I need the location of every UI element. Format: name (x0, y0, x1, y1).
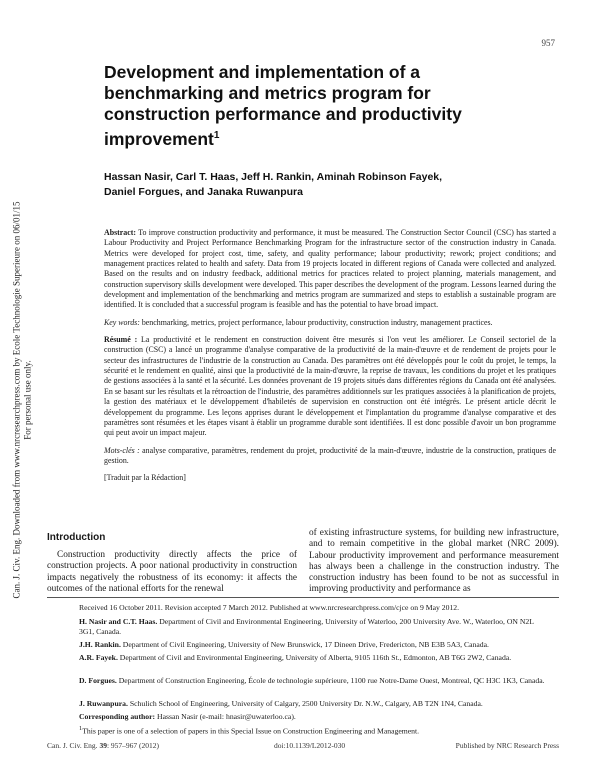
author-line: Hassan Nasir, Carl T. Haas, Jeff H. Rankin, Aminah Robinson Fayek, (104, 171, 443, 183)
introduction-heading: Introduction (47, 532, 106, 543)
keywords-label: Key words: (104, 317, 140, 327)
download-notice (2, 140, 42, 660)
abstract-label: Abstract: (104, 228, 136, 237)
translation-note: [Traduit par la Rédaction] (104, 473, 186, 483)
author-list (104, 170, 524, 200)
corresponding-label: Corresponding author: (79, 712, 156, 721)
resume-label: Résumé : (104, 335, 138, 345)
journal-volume: 39 (99, 741, 107, 750)
footer-doi: doi:10.1139/L2012-030 (274, 741, 346, 750)
affiliation-text: Department of Civil and Environmental Engineering, University of Alberta, 9105 116th St., Edmonton, AB T6G 2W2, Canada. (119, 653, 512, 662)
affiliation (79, 699, 549, 709)
footer-publisher: Published by NRC Research Press (455, 741, 559, 750)
footer-citation (47, 741, 159, 750)
mots-cles-label: Mots-clés : (104, 445, 140, 455)
affiliation (79, 617, 549, 636)
corresponding-author (79, 712, 549, 722)
keywords-text: benchmarking, metrics, project performance, labour productivity, construction industry, management practices. (141, 317, 493, 327)
mots-cles-text: analyse comparative, paramètres, rendement du projet, productivité de la main-d'œuvre, industrie de la construction, pratiques de gestion. (104, 445, 556, 465)
resume-text: La productivité et le rendement en construction doivent être mesurés si l'on veut les améliorer. Le Conseil sectoriel de la construction (CSC) a lancé un programme d'analyse comparative de la productivité de la main-d'œuvre et de rendement de projets pour le secteur des infrastructures de l'industrie de la construction au Canada. Des paramètres ont été développés pour le coût du projet, le temps, la sécurité et le rendement en qualité, ainsi que la productivité de la main-d'œuvre, la reprise de travaux, les conditions du projet et les pratiques de gestions associées à la santé et la sécurité. Les données provenant de 19 projets situés dans différentes régions du Canada ont été analysées. En se basant sur les résultats et la rétroaction de l'industrie, des paramètres additionnels sur les pratiques associées à la planification de projets, la gestion des matériaux et le développement d'habiletés de supervision en construction ont été intégrés. Le présent article décrit le développement du programme. Les leçons apprises durant le développement et l'implantation du programme d'analyse comparative et des paramètres sont résumées et les étapes visant à établir un programme durable sont identifiées. Il est donc possible d'avoir un bon programme qui peut avoir un impact majeur. (104, 335, 556, 438)
abstract-text: To improve construction productivity and performance, it must be measured. The Construction Sector Council (CSC) has started a Labour Productivity and Project Performance Benchmarking Program for the infrastructure sector of the construction industry in Canada. Metrics were developed for project cost, time, safety, and quality performance; labour productivity; rework; project conditions; and management practices related to health and safety. Data from 19 projects located in different regions of Canada were collected and analyzed. Based on the results and on industry feedback, additional metrics for practices related to project planning, materials management, and construction supervisory skills development were developed. This paper describes the development of the program. Lessons learned during the development and implementation of the benchmarking and metrics program are summarized and steps to establish a sustainable program are identified. It is concluded that a successful program is feasible and has the potential to have broad impact. (104, 228, 556, 310)
abstract-fr (104, 335, 556, 438)
affiliation (79, 640, 549, 650)
affiliation-text: Schulich School of Engineering, University of Calgary, 2500 University Dr. N.W., Calgary, AB T2N 1N4, Canada. (129, 699, 483, 708)
journal-name: Can. J. Civ. Eng. (47, 741, 98, 750)
affiliation-names: H. Nasir and C.T. Haas. (79, 617, 158, 626)
footnote-text: This paper is one of a selection of papers in this Special Issue on Construction Engineering and Management. (82, 726, 420, 736)
abstract-en (104, 228, 556, 311)
author-line: Daniel Forgues, and Janaka Ruwanpura (104, 186, 303, 198)
affiliation-text: Department of Civil Engineering, University of New Brunswick, 17 Dineen Drive, Fredericton, NB E3B 5A3, Canada. (122, 640, 489, 649)
affiliation-names: D. Forgues. (79, 676, 117, 685)
received-dates: Received 16 October 2011. Revision accepted 7 March 2012. Published at www.nrcresearchpress.com/cjce on 9 May 2012. (79, 603, 460, 612)
introduction-column-1: Construction productivity directly affects the price of construction projects. A poor national productivity in construction impacts negatively the robustness of its economy: it affects the outcomes of the national efforts for the renewal (47, 550, 297, 594)
journal-pages: : 957–967 (2012) (106, 741, 160, 750)
affiliation (79, 676, 549, 686)
special-issue-footnote (79, 724, 549, 736)
affiliation-names: J.H. Rankin. (79, 640, 121, 649)
corresponding-text: Hassan Nasir (e-mail: hnasir@uwaterloo.ca). (157, 712, 296, 721)
personal-use-notice: For personal use only. (22, 360, 32, 440)
title-footnote-mark: 1 (213, 130, 220, 141)
page-number: 957 (541, 38, 555, 48)
article-info-box (47, 597, 559, 736)
affiliation-names: A.R. Fayek. (79, 653, 118, 662)
affiliation-names: J. Ruwanpura. (79, 699, 128, 708)
affiliation-text: Department of Civil and Environmental Engineering, University of Waterloo, 200 University Ave. W., Waterloo, ON N2L 3G1, Canada. (79, 617, 534, 636)
footnote-mark: 1 (79, 725, 83, 732)
affiliation-text: Department of Construction Engineering, École de technologie supérieure, 1100 rue Notre-Dame Ouest, Montreal, QC H3C 1K3, Canada. (118, 676, 545, 685)
article-title (104, 62, 484, 150)
keywords-fr (104, 446, 556, 467)
affiliation (79, 653, 549, 663)
download-notice-line: Can. J. Civ. Eng. Downloaded from www.nrcresearchpress.com by Ecole Technologie Superieure on 06/01/15 (11, 201, 21, 599)
introduction-column-2: of existing infrastructure systems, for building new infrastructure, and to remain competitive in the global market (NRC 2009). Labour productivity improvement and performance measurement has always been a challenge in the construction industry. The construction industry has been found to be not as successful in improving productivity and performance as (309, 528, 559, 595)
title-text: Development and implementation of a benchmarking and metrics program for construction performance and productivity improvement (104, 62, 462, 149)
abstract-block (104, 228, 556, 491)
keywords-en (104, 318, 556, 328)
